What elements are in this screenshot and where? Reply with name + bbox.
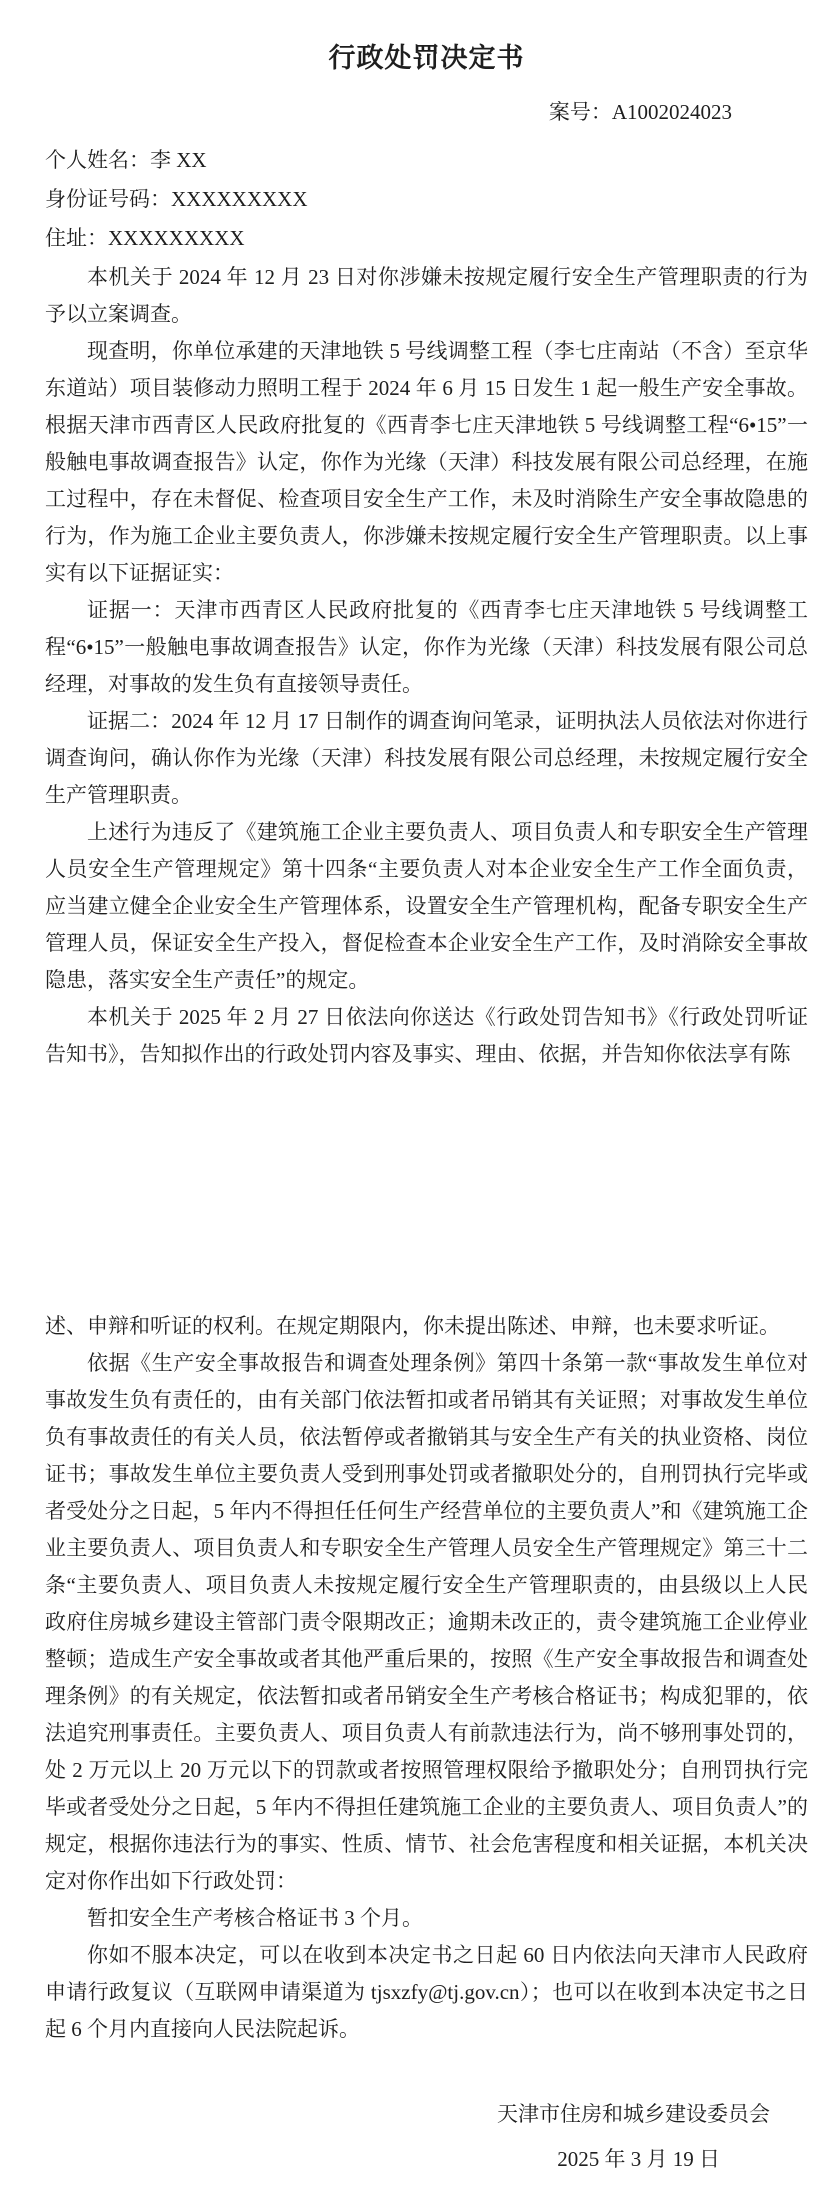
paragraph-findings: 现查明，你单位承建的天津地铁 5 号线调整工程（李七庄南站（不含）至京华东道站）项目装修动力照明工程于 2024 年 6 月 15 日发生 1 起一般生产安全事故。根据天津市西青区人民政府批复的《西青李七庄天津地铁 5 号线调整工程“6•15”一般触电事故调查报告》认定，你作为光缘（天津）科技发展有限公司总经理，在施工过程中，存在未督促、检查项目安全生产工作，未及时消除生产安全事故隐患的行为，作为施工企业主要负责人，你涉嫌未按规定履行安全生产管理职责。以上事实有以下证据证实：	[45, 339, 808, 585]
field-address	[45, 219, 808, 258]
paragraph-evidence-1: 证据一：天津市西青区人民政府批复的《西青李七庄天津地铁 5 号线调整工程“6•15”一般触电事故调查报告》认定，你作为光缘（天津）科技发展有限公司总经理，对事故的发生负有直接领导责任。	[45, 598, 808, 696]
field-person-name-label: 个人姓名：	[45, 148, 150, 172]
paragraph-case-filing: 本机关于 2024 年 12 月 23 日对你涉嫌未按规定履行安全生产管理职责的行为予以立案调查。	[45, 265, 808, 326]
signature-date: 2025 年 3 月 19 日	[557, 2147, 720, 2171]
signature-agency: 天津市住房和城乡建设委员会	[497, 2102, 770, 2126]
paragraph-penalty-decision: 暂扣安全生产考核合格证书 3 个月。	[87, 1906, 423, 1930]
paragraph-notification-part2: 述、申辩和听证的权利。在规定期限内，你未提出陈述、申辩，也未要求听证。	[45, 1314, 780, 1338]
field-id-number-value: XXXXXXXXX	[171, 187, 308, 211]
document-title: 行政处罚决定书	[328, 43, 525, 73]
field-person-name	[45, 141, 808, 180]
paragraph-appeal-rights: 你如不服本决定，可以在收到本决定书之日起 60 日内依法向天津市人民政府申请行政复议（互联网申请渠道为 tjsxzfy@tj.gov.cn）；也可以在收到本决定书之日起 6 个月内直接向人民法院起诉。	[45, 1943, 808, 2041]
field-person-name-value: 李 XX	[150, 148, 207, 172]
field-address-value: XXXXXXXXX	[108, 226, 245, 250]
paragraph-evidence-2: 证据二：2024 年 12 月 17 日制作的调查询问笔录，证明执法人员依法对你进行调查询问，确认你作为光缘（天津）科技发展有限公司总经理，未按规定履行安全生产管理职责。	[45, 709, 808, 807]
signature-block	[45, 2092, 808, 2182]
case-number-line	[45, 99, 808, 125]
field-address-label: 住址：	[45, 226, 108, 250]
document-body	[45, 259, 808, 2048]
case-number-value: A1002024023	[611, 100, 732, 124]
paragraph-violation-basis: 上述行为违反了《建筑施工企业主要负责人、项目负责人和专职安全生产管理人员安全生产管理规定》第十四条“主要负责人对本企业安全生产工作全面负责，应当建立健全企业安全生产管理体系，设置安全生产管理机构，配备专职安全生产管理人员，保证安全生产投入，督促检查本企业安全生产工作，及时消除安全事故隐患，落实安全生产责任”的规定。	[45, 820, 808, 992]
paragraph-legal-basis: 依据《生产安全事故报告和调查处理条例》第四十条第一款“事故发生单位对事故发生负有责任的，由有关部门依法暂扣或者吊销其有关证照；对事故发生单位负有事故责任的有关人员，依法暂停或者撤销其与安全生产有关的执业资格、岗位证书；事故发生单位主要负责人受到刑事处罚或者撤职处分的，自刑罚执行完毕或者受处分之日起，5 年内不得担任任何生产经营单位的主要负责人”和《建筑施工企业主要负责人、项目负责人和专职安全生产管理人员安全生产管理规定》第三十二条“主要负责人、项目负责人未按规定履行安全生产管理职责的，由县级以上人民政府住房城乡建设主管部门责令限期改正；逾期未改正的，责令建筑施工企业停业整顿；造成生产安全事故或者其他严重后果的，按照《生产安全事故报告和调查处理条例》的有关规定，依法暂扣或者吊销安全生产考核合格证书；构成犯罪的，依法追究刑事责任。主要负责人、项目负责人有前款违法行为，尚不够刑事处罚的，处 2 万元以上 20 万元以下的罚款或者按照管理权限给予撤职处分；自刑罚执行完毕或者受处分之日起，5 年内不得担任建筑施工企业的主要负责人、项目负责人”的规定，根据你违法行为的事实、性质、情节、社会危害程度和相关证据，本机关决定对你作出如下行政处罚：	[45, 1351, 808, 1893]
party-info-fields	[45, 141, 808, 258]
field-id-number	[45, 180, 808, 219]
field-id-number-label: 身份证号码：	[45, 187, 171, 211]
paragraph-notification-part1: 本机关于 2025 年 2 月 27 日依法向你送达《行政处罚告知书》《行政处罚听证告知书》，告知拟作出的行政处罚内容及事实、理由、依据，并告知你依法享有陈	[45, 1005, 808, 1066]
case-number-label: 案号：	[548, 100, 612, 124]
page-break-gap	[45, 1073, 808, 1308]
